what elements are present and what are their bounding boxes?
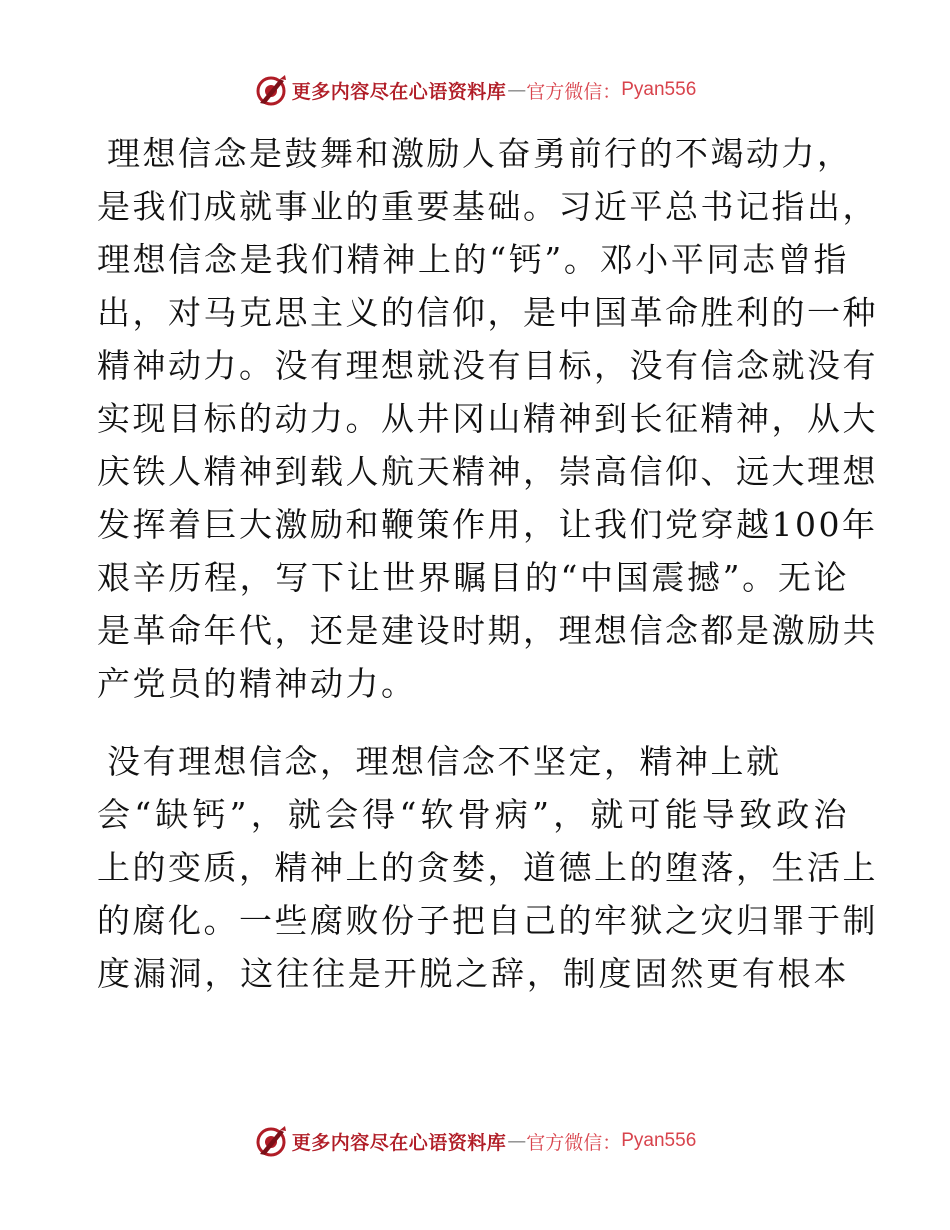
banner-library-text: 更多内容尽在心语资料库	[291, 80, 507, 103]
header-banner	[0, 70, 950, 110]
quill-pen-seal-icon	[254, 1124, 288, 1158]
paragraph-2	[97, 735, 878, 1000]
banner-library-text: 更多内容尽在心语资料库	[291, 1131, 507, 1154]
text-line: 精神动力。没有理想就没有目标，没有信念就没有	[97, 346, 878, 385]
banner-wechat-label: 官方微信：	[526, 80, 622, 103]
quill-pen-seal-icon	[254, 73, 288, 107]
text-line: 理想信念是鼓舞和激励人奋勇前行的不竭动力，	[107, 134, 853, 173]
banner-separator: —	[507, 79, 527, 101]
banner-separator: —	[507, 1130, 527, 1152]
text-line: 理想信念是我们精神上的“钙”。邓小平同志曾指	[97, 240, 849, 279]
text-line: 是我们成就事业的重要基础。习近平总书记指出，	[97, 187, 878, 226]
text-line: 艰辛历程，写下让世界瞩目的“中国震撼”。无论	[97, 558, 849, 597]
text-line: 上的变质，精神上的贪婪，道德上的堕落，生活上	[97, 848, 878, 887]
banner-wechat-label: 官方微信：	[526, 1131, 622, 1154]
text-line: 发挥着巨大激励和鞭策作用，让我们党穿越100年	[97, 505, 878, 544]
document-body	[97, 127, 878, 1000]
text-line: 实现目标的动力。从井冈山精神到长征精神，从大	[97, 399, 878, 438]
banner-wechat-id: Pyan556	[621, 1130, 697, 1151]
text-line: 出，对马克思主义的信仰，是中国革命胜利的一种	[97, 293, 878, 332]
paragraph-1	[97, 127, 878, 710]
banner-wechat-id: Pyan556	[621, 79, 697, 100]
text-line: 度漏洞，这往往是开脱之辞，制度固然更有根本	[97, 954, 849, 993]
text-line: 会“缺钙”，就会得“软骨病”，就可能导致政治	[97, 795, 849, 834]
text-line: 没有理想信念，理想信念不坚定，精神上就	[107, 742, 782, 781]
text-line: 庆铁人精神到载人航天精神，崇高信仰、远大理想	[97, 452, 878, 491]
text-line: 是革命年代，还是建设时期，理想信念都是激励共	[97, 611, 878, 650]
text-line: 的腐化。一些腐败份子把自己的牢狱之灾归罪于制	[97, 901, 878, 940]
footer-banner	[0, 1121, 950, 1161]
text-line: 产党员的精神动力。	[97, 664, 417, 703]
